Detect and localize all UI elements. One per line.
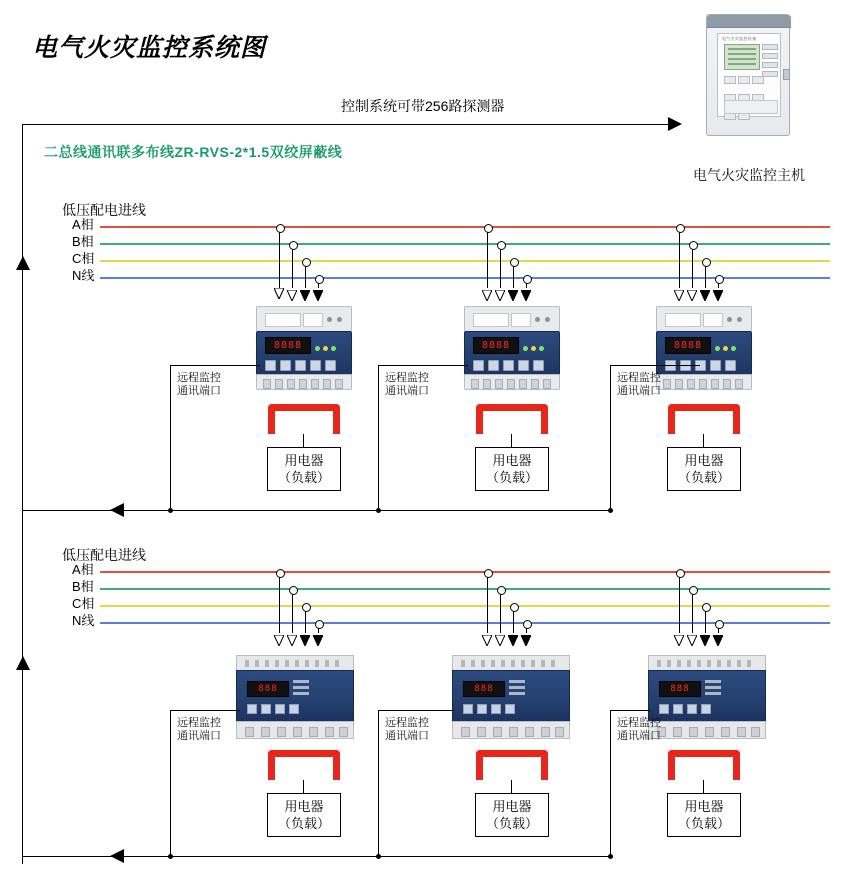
phase-line-a-1 bbox=[100, 226, 830, 228]
ct-clamp-2-3 bbox=[668, 750, 740, 780]
phase-line-b-2 bbox=[100, 588, 830, 590]
tap-node-b-2-3 bbox=[689, 586, 698, 595]
host-top-bar bbox=[707, 15, 791, 28]
tap-node-n-2-1 bbox=[315, 620, 324, 629]
device-display-value: 8888 bbox=[481, 340, 511, 351]
device-body bbox=[656, 331, 752, 375]
arrow-a-2-1 bbox=[274, 633, 284, 651]
arrow-c-1-2 bbox=[508, 288, 518, 306]
port-branch-line-2-3 bbox=[610, 710, 611, 856]
tap-node-c-2-1 bbox=[302, 603, 311, 612]
tap-node-a-2-1 bbox=[276, 569, 285, 578]
device-leds bbox=[293, 680, 309, 698]
tap-node-n-2-3 bbox=[715, 620, 724, 629]
arrow-n-2-2 bbox=[521, 633, 531, 651]
phase-label-n-2: N线 bbox=[72, 613, 95, 628]
tap-node-c-1-3 bbox=[702, 258, 711, 267]
load-box-2-1: 用电器 （负载） bbox=[267, 793, 341, 837]
arrow-b-2-2 bbox=[495, 633, 505, 651]
device-terminal-block bbox=[464, 374, 560, 390]
tap-node-b-1-2 bbox=[497, 241, 506, 250]
phase-label-a-2: A相 bbox=[72, 562, 94, 577]
arrow-n-1-1 bbox=[313, 288, 323, 306]
ct-clamp-2-2 bbox=[476, 750, 548, 780]
tap-a-1-2 bbox=[487, 226, 488, 288]
incoming-label-2: 低压配电进线 bbox=[62, 547, 146, 563]
tap-node-c-1-1 bbox=[302, 258, 311, 267]
load-link-2-1 bbox=[303, 780, 304, 794]
host-lock-icon bbox=[783, 69, 790, 80]
port-label-2-1: 远程监控 通讯端口 bbox=[177, 717, 221, 742]
port-branch-line-1-3 bbox=[610, 365, 611, 510]
arrow-a-2-2 bbox=[482, 633, 492, 651]
device-display bbox=[473, 337, 519, 354]
tap-node-a-1-3 bbox=[676, 224, 685, 233]
phase-line-b-1 bbox=[100, 243, 830, 245]
device-display bbox=[247, 681, 289, 697]
device-body bbox=[256, 331, 352, 375]
device-buttons[interactable] bbox=[463, 701, 519, 719]
device-display bbox=[665, 337, 711, 354]
bus-arrow-up-1 bbox=[16, 256, 30, 270]
load-link-1-3 bbox=[703, 434, 704, 448]
device-body bbox=[452, 670, 570, 722]
phase-line-a-2 bbox=[100, 571, 830, 573]
arrow-b-2-1 bbox=[287, 633, 297, 651]
tap-a-1-1 bbox=[279, 226, 280, 288]
load-box-2-2: 用电器 （负载） bbox=[475, 793, 549, 837]
arrow-a-1-3 bbox=[674, 288, 684, 306]
device-buttons[interactable] bbox=[247, 701, 303, 719]
ct-clamp-2-1 bbox=[268, 750, 340, 780]
arrow-b-1-3 bbox=[687, 288, 697, 306]
port-branch-horizontal-2-3 bbox=[610, 710, 650, 711]
port-branch-horizontal-1-3 bbox=[610, 365, 700, 366]
device-top-cover bbox=[648, 655, 766, 671]
detector-device-2-3[interactable] bbox=[648, 655, 766, 741]
device-buttons[interactable] bbox=[659, 701, 715, 719]
arrow-b-1-1 bbox=[287, 288, 297, 306]
load-link-1-2 bbox=[511, 434, 512, 448]
device-top-cover bbox=[256, 306, 352, 332]
arrow-n-1-3 bbox=[713, 288, 723, 306]
detector-device-1-1[interactable] bbox=[256, 306, 352, 392]
tap-node-a-1-1 bbox=[276, 224, 285, 233]
arrow-n-2-1 bbox=[313, 633, 323, 651]
monitoring-host-device bbox=[706, 14, 790, 136]
host-face-title: 电气火灾监控设备 bbox=[722, 36, 757, 41]
tap-node-b-1-1 bbox=[289, 241, 298, 250]
load-box-1-3: 用电器 （负载） bbox=[667, 447, 741, 491]
tap-a-2-2 bbox=[487, 571, 488, 633]
arrow-c-2-1 bbox=[300, 633, 310, 651]
tap-node-a-1-2 bbox=[484, 224, 493, 233]
load-box-2-3: 用电器 （负载） bbox=[667, 793, 741, 837]
tap-node-b-1-3 bbox=[689, 241, 698, 250]
port-label-2-2: 远程监控 通讯端口 bbox=[385, 717, 429, 742]
tap-node-c-1-2 bbox=[510, 258, 519, 267]
port-branch-horizontal-1-1 bbox=[170, 365, 260, 366]
load-box-1-2: 用电器 （负载） bbox=[475, 447, 549, 491]
tap-a-1-3 bbox=[679, 226, 680, 288]
bus-return-arrow-2 bbox=[110, 849, 124, 863]
bus-junction-1-2 bbox=[376, 508, 381, 513]
tap-node-a-2-3 bbox=[676, 569, 685, 578]
bus-cable-label: 二总线通讯联多布线ZR-RVS-2*1.5双绞屏蔽线 bbox=[44, 144, 343, 160]
bus-junction-2-2 bbox=[376, 854, 381, 859]
bus-trunk-horizontal bbox=[22, 124, 672, 125]
device-terminal-block bbox=[256, 374, 352, 390]
phase-label-c-1: C相 bbox=[72, 251, 95, 266]
device-display-value: 8888 bbox=[673, 340, 703, 351]
load-box-1-1: 用电器 （负载） bbox=[267, 447, 341, 491]
device-leds bbox=[715, 338, 745, 350]
phase-line-c-1 bbox=[100, 260, 830, 262]
incoming-label-1: 低压配电进线 bbox=[62, 202, 146, 218]
bus-return-arrow-1 bbox=[110, 503, 124, 517]
load-link-2-3 bbox=[703, 780, 704, 794]
phase-line-c-2 bbox=[100, 605, 830, 607]
port-label-2-3: 远程监控 通讯端口 bbox=[617, 717, 661, 742]
port-branch-line-1-2 bbox=[378, 365, 379, 510]
port-branch-line-1-1 bbox=[170, 365, 171, 510]
detector-device-2-1[interactable] bbox=[236, 655, 354, 741]
device-leds bbox=[705, 680, 721, 698]
device-display bbox=[265, 337, 311, 354]
bus-junction-1-1 bbox=[168, 508, 173, 513]
tap-node-n-2-2 bbox=[523, 620, 532, 629]
device-top-cover bbox=[452, 655, 570, 671]
ct-clamp-1-2 bbox=[476, 404, 548, 434]
device-display bbox=[659, 681, 701, 697]
host-lcd-screen bbox=[724, 44, 760, 70]
device-leds bbox=[315, 338, 345, 350]
device-buttons[interactable] bbox=[265, 358, 345, 370]
detector-device-2-2[interactable] bbox=[452, 655, 570, 741]
arrow-b-1-2 bbox=[495, 288, 505, 306]
device-top-cover bbox=[656, 306, 752, 332]
device-display-value: 888 bbox=[670, 684, 690, 694]
phase-label-b-1: B相 bbox=[72, 234, 94, 249]
tap-node-a-2-2 bbox=[484, 569, 493, 578]
arrow-a-1-2 bbox=[482, 288, 492, 306]
device-display-value: 888 bbox=[474, 684, 494, 694]
device-terminal-block bbox=[452, 721, 570, 739]
tap-node-b-2-2 bbox=[497, 586, 506, 595]
arrow-a-1-1 bbox=[274, 288, 284, 299]
bus-junction-2-1 bbox=[168, 854, 173, 859]
phase-label-b-2: B相 bbox=[72, 579, 94, 594]
device-body bbox=[648, 670, 766, 722]
host-label-slot bbox=[724, 100, 778, 114]
bus-arrow-up-2 bbox=[16, 656, 30, 670]
arrow-c-2-3 bbox=[700, 633, 710, 651]
port-branch-horizontal-2-1 bbox=[170, 710, 240, 711]
arrow-a-2-3 bbox=[674, 633, 684, 651]
load-link-1-1 bbox=[303, 434, 304, 448]
device-buttons[interactable] bbox=[665, 358, 745, 370]
tap-a-2-3 bbox=[679, 571, 680, 633]
device-terminal-block bbox=[236, 721, 354, 739]
port-branch-line-2-2 bbox=[378, 710, 379, 856]
tap-node-c-2-2 bbox=[510, 603, 519, 612]
device-body bbox=[236, 670, 354, 722]
detector-device-1-3[interactable] bbox=[656, 306, 752, 392]
host-front-face bbox=[717, 33, 781, 117]
tap-node-n-1-2 bbox=[523, 275, 532, 284]
tap-node-n-1-3 bbox=[715, 275, 724, 284]
bus-junction-1-3 bbox=[608, 508, 613, 513]
bus-arrow-to-host bbox=[668, 117, 682, 131]
tap-node-n-1-1 bbox=[315, 275, 324, 284]
ct-clamp-1-3 bbox=[668, 404, 740, 434]
phase-label-n-1: N线 bbox=[72, 268, 95, 283]
arrow-n-1-2 bbox=[521, 288, 531, 306]
device-leds bbox=[523, 338, 553, 350]
host-caption: 电气火灾监控主机 bbox=[693, 167, 805, 183]
device-display-value: 8888 bbox=[273, 340, 303, 351]
port-branch-horizontal-2-2 bbox=[378, 710, 454, 711]
arrow-b-2-3 bbox=[687, 633, 697, 651]
port-label-1-3: 远程监控 通讯端口 bbox=[617, 372, 661, 397]
device-top-cover bbox=[464, 306, 560, 332]
arrow-c-1-1 bbox=[300, 288, 310, 306]
device-body bbox=[464, 331, 560, 375]
arrow-c-1-3 bbox=[700, 288, 710, 306]
device-top-cover bbox=[236, 655, 354, 671]
load-link-2-2 bbox=[511, 780, 512, 794]
port-branch-line-2-1 bbox=[170, 710, 171, 856]
device-terminal-block bbox=[648, 721, 766, 739]
port-label-1-2: 远程监控 通讯端口 bbox=[385, 372, 429, 397]
bus-trunk-vertical bbox=[22, 124, 23, 864]
bus-junction-2-3 bbox=[608, 854, 613, 859]
device-display bbox=[463, 681, 505, 697]
arrow-c-2-2 bbox=[508, 633, 518, 651]
capacity-note: 控制系统可带256路探测器 bbox=[341, 98, 505, 114]
port-branch-horizontal-1-2 bbox=[378, 365, 468, 366]
phase-label-a-1: A相 bbox=[72, 217, 94, 232]
device-terminal-block bbox=[656, 374, 752, 390]
phase-label-c-2: C相 bbox=[72, 596, 95, 611]
device-leds bbox=[509, 680, 525, 698]
port-label-1-1: 远程监控 通讯端口 bbox=[177, 372, 221, 397]
page-title: 电气火灾监控系统图 bbox=[32, 35, 267, 62]
detector-device-1-2[interactable] bbox=[464, 306, 560, 392]
tap-node-b-2-1 bbox=[289, 586, 298, 595]
ct-clamp-1-1 bbox=[268, 404, 340, 434]
tap-node-c-2-3 bbox=[702, 603, 711, 612]
host-case bbox=[706, 14, 790, 136]
arrow-n-2-3 bbox=[713, 633, 723, 651]
device-display-value: 888 bbox=[258, 684, 278, 694]
device-buttons[interactable] bbox=[473, 358, 553, 370]
tap-a-2-1 bbox=[279, 571, 280, 633]
